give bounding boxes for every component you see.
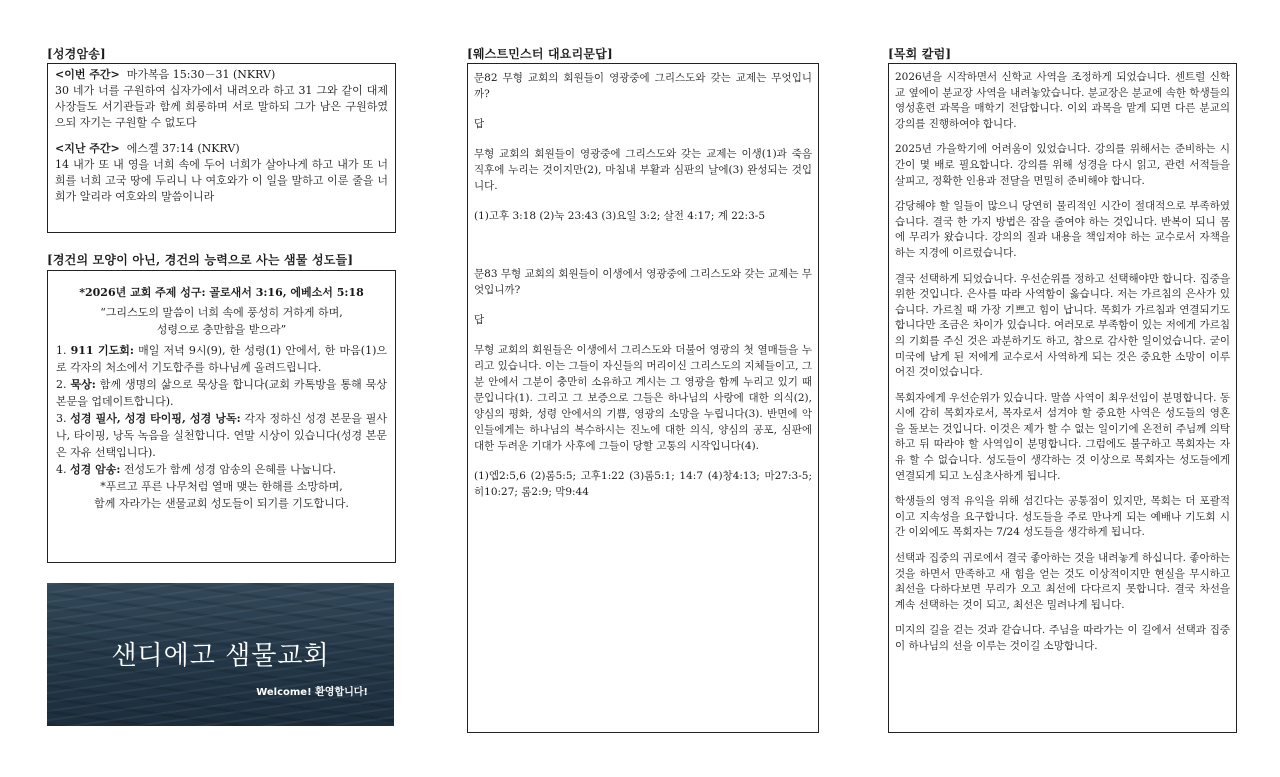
prayer-item <box>56 410 387 461</box>
column-paragraph: 2026년을 시작하면서 신학교 사역을 조정하게 되었습니다. 센트럴 신학교 옆에이 분교장 사역을 내려놓았습니다. 분교장은 분교에 속한 학생들의 영성훈련 과목을 매학기 전담합니다. 이외 과목을 맡게 되면 다른 분교의 강의를 진행하여야 합니다. <box>895 71 1230 130</box>
this-week-ref: 마가복음 15:30－31 (NKRV) <box>126 68 276 81</box>
last-week-text: 14 내가 또 내 영을 너희 속에 두어 너희가 살아나게 하고 내가 또 너희를 너희 고국 땅에 두리니 나 여호와가 이 일을 말하고 이룬 줄을 너희가 알리라 여호와의 말씀이니라 <box>55 158 388 203</box>
prayer-item <box>56 461 387 478</box>
column-paragraph: 선택과 집중의 귀로에서 결국 좋아하는 것을 내려놓게 하십니다. 좋아하는 것을 하면서 만족하고 새 힘을 얻는 것도 이상적이지만 현실을 무시하고 최선을 다하다보면 무리가 오고 최선에 다다르지 못합니다. 결국 차선을 계속 선택하는 것이 되고, 최선은 밀려나게 됩니다. <box>895 552 1230 611</box>
this-week-text: 30 네가 너를 구원하여 십자가에서 내려오라 하고 31 그와 같이 대제사장들도 서기관들과 함께 희롱하며 서로 말하되 그가 남은 구원하였으되 자기는 구원할 수 없도다 <box>55 84 388 129</box>
last-week-label: <지난 주간> <box>55 142 120 155</box>
banner-church-name: 샌디에고 샘물교회 <box>111 641 330 671</box>
memory-verse-heading: [성경암송] <box>47 47 106 61</box>
item-text: 매일 저녁 9시(9), 한 성령(1) 안에서, 한 마음(1)으로 각자의 처소에서 기도합주를 하나님께 올려드립니다. <box>56 344 388 374</box>
column-paragraph: 미지의 길을 걷는 것과 같습니다. 주님을 따라가는 이 길에서 선택과 집중이 하나님의 선을 이루는 것이길 소망합니다. <box>895 624 1230 652</box>
answer-83-label: 답 <box>474 314 485 326</box>
item-number: 1. <box>56 344 67 357</box>
prayer-item <box>56 342 387 376</box>
banner-welcome-text: Welcome! 환영합니다! <box>256 687 368 698</box>
item-title: 묵상: <box>70 378 96 391</box>
references-83: (1)엡2:5,6 (2)롬5:5; 고후1:22 (3)롬5:1; 14:7 (4)창4:13; 마27:3-5; 히10:27; 롬2:9; 막9:44 <box>474 470 812 498</box>
pastoral-column-box <box>888 63 1237 733</box>
item-title: 성경 암송: <box>70 463 121 476</box>
memory-verse-box <box>47 63 396 233</box>
prayer-box <box>47 270 396 563</box>
item-title: 911 기도회: <box>70 344 134 357</box>
answer-83: 무형 교회의 회원들은 이생에서 그리스도와 더불어 영광의 첫 열매들을 누리고 있습니다. 이는 그들이 자신들의 머리이신 그리스도의 지체들이고, 그분 안에서 그분이 충만히 소유하고 계시는 그 영광을 함께 누리고 있기 때문입니다(1). 그리고 그 보증으로 그들은 하나님의 사랑에 대한 의식(2), 양심의 평화, 성령 안에서의 기쁨, 영광의 소망을 누립니다(3). 반면에 악인들에게는 하나님의 복수하시는 진노에 대한 의식, 양심의 공포, 심판에 대한 두려운 기대가 사후에 그들이 당할 고통의 시작입니다(4). <box>474 344 812 452</box>
item-number: 3. <box>56 412 67 425</box>
theme-quote-line1: “그리스도의 말씀이 너희 속에 풍성히 거하게 하며, <box>100 306 343 319</box>
column-paragraph: 2025년 가을학기에 어려움이 있었습니다. 강의를 위해서는 준비하는 시간이 몇 배로 필요합니다. 강의를 위해 성경을 다시 읽고, 관련 서적들을 살피고, 정확한 인용과 전달을 면밀히 준비해야 합니다. <box>895 143 1230 187</box>
column-paragraph: 목회자에게 우선순위가 있습니다. 말씀 사역이 최우선임이 분명합니다. 동시에 감히 목회자로서, 목자로서 섬겨야 할 중요한 사역은 성도들의 영혼을 돌보는 것입니다. 이것은 제가 할 수 없는 일이기에 온전히 주님께 의탁하고 뒤 따라야 할 사역임이 분명합니다. 그럼에도 불구하고 목회자는 자유 할 수 없습니다. 성도들이 생각하는 것 이상으로 목회자는 성도들에게 연결되게 되고 노심초사하게 됩니다. <box>895 391 1230 482</box>
answer-82-label: 답 <box>474 118 485 130</box>
item-text: 함께 생명의 삶으로 묵상을 합니다(교회 카톡방을 통해 묵상 본문을 업데이트합니다). <box>56 378 388 408</box>
column-paragraph: 학생들의 영적 유익을 위해 섬긴다는 공통점이 있지만, 목회는 더 포괄적이고 지속성을 요구합니다. 성도들을 주로 만나게 되는 예배나 기도회 시간 이외에도 목회자는 7/24 성도들을 생각하게 됩니다. <box>895 495 1230 539</box>
this-week-label: <이번 주간> <box>55 68 120 81</box>
item-text: 각자 정하신 성경 본문을 필사나, 타이핑, 낭독 녹음을 실천합니다. 연말 시상이 있습니다(성경 본문은 자유 선택입니다). <box>56 412 388 459</box>
question-82: 문82 무형 교회의 회원들이 영광중에 그리스도와 갖는 교제는 무엇입니까? <box>474 72 812 100</box>
column-heading: [목회 칼럼] <box>888 47 952 61</box>
spacer <box>474 238 812 266</box>
catechism-box <box>467 63 819 733</box>
item-text: 전성도가 함께 성경 암송의 은혜를 나눕니다. <box>120 463 337 476</box>
item-number: 2. <box>56 378 67 391</box>
prayer-heading: [경건의 모양이 아닌, 경건의 능력으로 사는 샘물 성도들] <box>47 253 354 267</box>
answer-82: 무형 교회의 회원들이 영광중에 그리스도와 갖는 교제는 이생(1)과 죽음 직후에 누리는 것이지만(2), 마침내 부활과 심판의 날에(3) 완성되는 것입니다. <box>474 148 812 192</box>
prayer-list <box>56 342 387 478</box>
item-title: 성경 필사, 성경 타이핑, 성경 낭독: <box>70 412 241 425</box>
church-theme-verse: *2026년 교회 주제 성구: 골로새서 3:16, 에베소서 5:18 <box>79 286 364 299</box>
hope-line2: 함께 자라가는 샌물교회 성도들이 되기를 기도합니다. <box>94 497 349 510</box>
church-banner-image <box>47 583 394 726</box>
question-83: 문83 무형 교회의 회원들이 이생에서 영광중에 그리스도와 갖는 교제는 무엇입니까? <box>474 268 812 296</box>
item-number: 4. <box>56 463 67 476</box>
prayer-item <box>56 376 387 410</box>
hope-line1: *푸르고 푸른 나무처럼 열매 맺는 한해를 소망하며, <box>100 480 343 493</box>
column-paragraph: 감당해야 할 일들이 많으니 당연히 물리적인 시간이 절대적으로 부족하였습니다. 결국 한 가지 방법은 잠을 줄여야 하는 것입니다. 반복이 되니 몸에 무리가 왔습니다. 강의의 질과 내용을 책임져야 하는 교수로서 자책을 하는 지경에 이르렀습니다. <box>895 200 1230 259</box>
last-week-line <box>55 141 388 157</box>
theme-quote-line2: 성령으로 충만함을 받으라” <box>156 323 287 336</box>
this-week-line <box>55 67 388 83</box>
last-week-ref: 에스겔 37:14 (NKRV) <box>126 142 240 155</box>
catechism-heading: [웨스트민스터 대요리문답] <box>467 47 613 61</box>
column-paragraph: 결국 선택하게 되었습니다. 우선순위를 정하고 선택해야만 합니다. 집중을 위한 것입니다. 은사를 따라 사역함이 옳습니다. 저는 가르침의 은사가 있습니다. 가르칠 때 가장 기쁘고 힘이 납니다. 목회가 가르침과 연결되기도 합니다만 조금은 차이가 있습니다. 여러모로 부족함이 있는 저에게 가르침의 기회를 주신 것은 과분하기도 하고, 참으로 감사한 일이었습니다. 굳이 미국에 남게 된 저에게 교수로서 사역하게 되는 것은 중요한 소망이 이루어진 것이었습니다. <box>895 272 1230 379</box>
references-82: (1)고후 3:18 (2)눅 23:43 (3)요일 3:2; 살전 4:17; 계 22:3-5 <box>474 210 766 222</box>
